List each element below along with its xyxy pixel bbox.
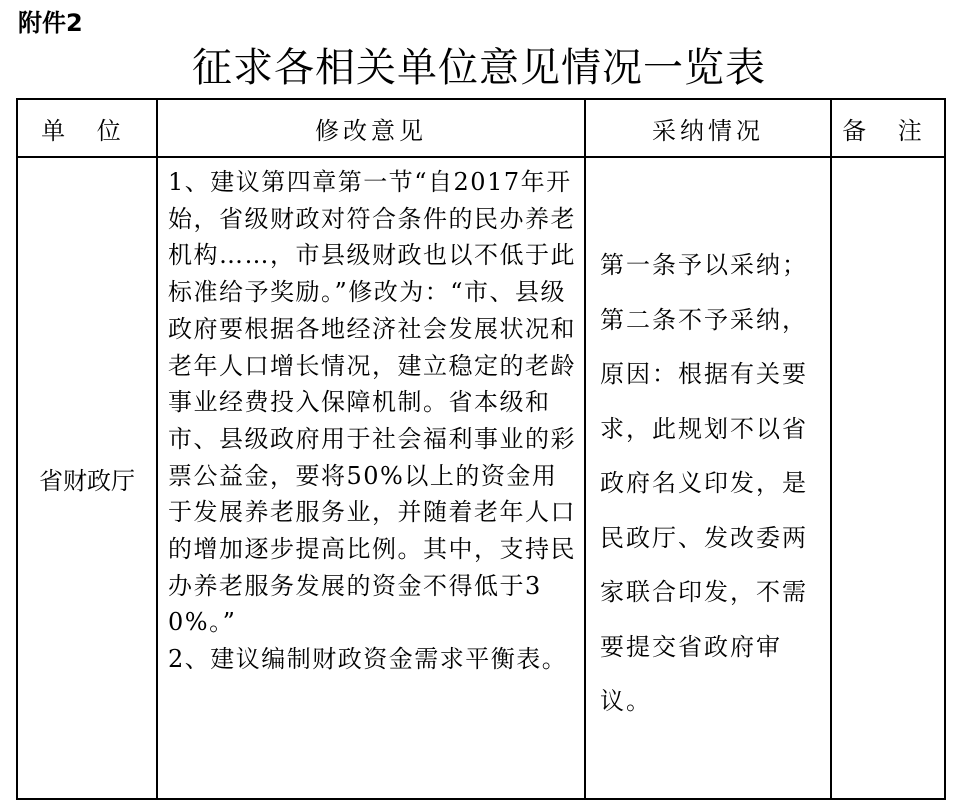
column-header-opinion: 修改意见	[157, 99, 585, 157]
opinion-cell	[157, 157, 585, 799]
table-header-row	[17, 99, 945, 157]
opinion-item-1: 1、建议第四章第一节“自2017年开始，省级财政对符合条件的民办养老机构……，市县级财政也以不低于此标准给予奖励。”修改为：“市、县级政府要根据各地经济社会发展状况和老年人口增长情况，建立稳定的老龄事业经费投入保障机制。省本级和市、县级政府用于社会福利事业的彩票公益金，要将50%以上的资金用于发展养老服务业，并随着老年人口的增加逐步提高比例。其中，支持民办养老服务发展的资金不得低于30%。”	[168, 168, 576, 637]
opinion-text	[158, 158, 584, 678]
column-header-remark: 备 注	[831, 99, 945, 157]
attachment-label: 附件2	[18, 9, 83, 37]
page-title: 征求各相关单位意见情况一览表	[192, 45, 766, 91]
adoption-cell	[585, 157, 831, 799]
unit-cell: 省财政厅	[17, 157, 157, 799]
column-header-unit: 单 位	[17, 99, 157, 157]
opinion-table	[16, 98, 946, 800]
opinion-item-2: 2、建议编制财政资金需求平衡表。	[168, 645, 568, 674]
column-header-adoption: 采纳情况	[585, 99, 831, 157]
table-row	[17, 157, 945, 799]
adoption-text: 第一条予以采纳；第二条不予采纳，原因：根据有关要求，此规划不以省政府名义印发，是民政厅、发改委两家联合印发，不需要提交省政府审议。	[600, 251, 808, 715]
remark-cell	[831, 157, 945, 799]
